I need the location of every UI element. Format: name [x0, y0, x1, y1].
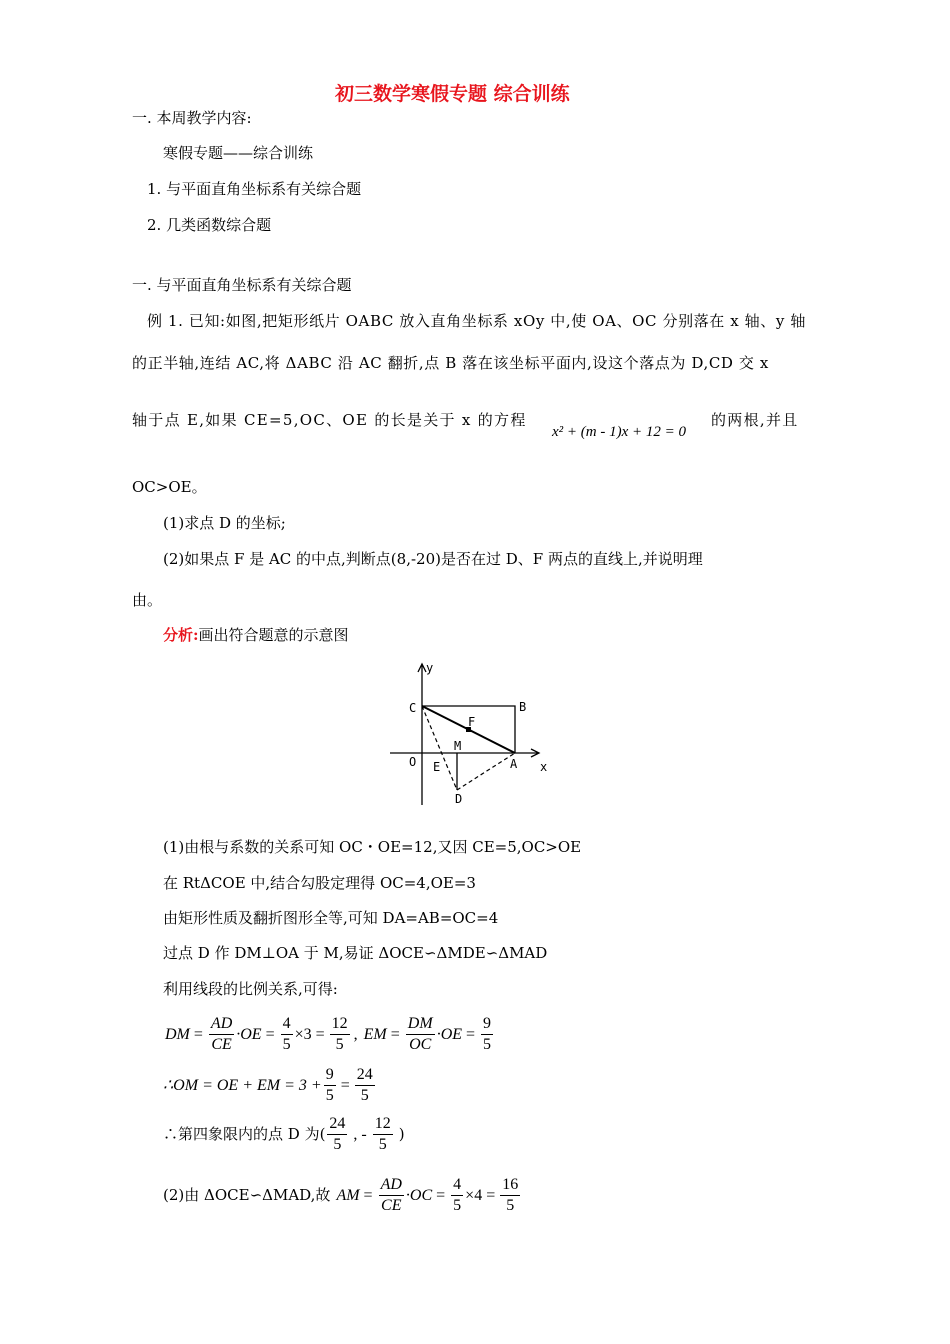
solution-line-5: 利用线段的比例关系,可得: — [163, 980, 338, 998]
solution-line-2: 在 RtΔCOE 中,结合勾股定理得 OC=4,OE=3 — [163, 874, 476, 892]
numerator: DM — [406, 1016, 435, 1035]
formula-text: DM — [165, 1025, 190, 1043]
analysis-label: 分析: — [163, 626, 199, 644]
numerator: 4 — [451, 1177, 463, 1196]
fraction — [451, 1177, 463, 1214]
fraction — [355, 1067, 375, 1104]
result-text: ∴第四象限内的点 D 为( — [163, 1125, 326, 1143]
denominator: 5 — [378, 1136, 387, 1153]
formula-text: , — [353, 1025, 358, 1043]
list-item: 2. 几类函数综合题 — [147, 216, 272, 234]
fraction — [324, 1067, 336, 1104]
numerator: AD — [379, 1177, 404, 1196]
denominator: CE — [381, 1197, 402, 1214]
label-m: M — [454, 739, 462, 753]
list-item: 1. 与平面直角坐标系有关综合题 — [147, 180, 362, 198]
numerator: 9 — [324, 1067, 336, 1086]
formula-text: ·OC — [405, 1186, 433, 1204]
formula-text: = — [466, 1025, 476, 1043]
label-a: A — [510, 757, 518, 771]
equation: x² + (m - 1)x + 12 = 0 — [552, 424, 686, 440]
fraction — [373, 1116, 393, 1153]
segment-da — [457, 753, 515, 790]
topic: 寒假专题——综合训练 — [163, 144, 314, 162]
denominator: 5 — [453, 1197, 462, 1214]
label-f: F — [468, 715, 476, 729]
denominator: 5 — [333, 1136, 342, 1153]
numerator: 16 — [500, 1177, 520, 1196]
fraction — [481, 1016, 493, 1053]
numerator: 12 — [373, 1116, 393, 1135]
question-1: (1)求点 D 的坐标; — [163, 514, 286, 532]
formula-text: = — [340, 1076, 350, 1094]
analysis-text: 画出符合题意的示意图 — [198, 626, 349, 644]
formula-text: = — [390, 1025, 400, 1043]
fraction — [209, 1016, 234, 1053]
formula-dm-em — [165, 1016, 495, 1053]
label-d: D — [455, 792, 463, 806]
label-y: y — [426, 661, 434, 675]
example-line-3b: 的两根,并且 — [711, 411, 799, 429]
numerator: 9 — [481, 1016, 493, 1035]
formula-om — [163, 1067, 377, 1104]
point-d-result — [163, 1116, 405, 1153]
label-o: O — [409, 755, 417, 769]
denominator: 5 — [483, 1036, 492, 1053]
denominator: 5 — [506, 1197, 515, 1214]
formula-text: ×4 = — [465, 1186, 496, 1204]
solution-line-1: (1)由根与系数的关系可知 OC・OE=12,又因 CE=5,OC>OE — [163, 838, 582, 856]
denominator: 5 — [325, 1087, 334, 1104]
fraction — [327, 1116, 347, 1153]
numerator: AD — [209, 1016, 234, 1035]
label-e: E — [433, 760, 441, 774]
coordinate-figure — [385, 660, 560, 810]
question-2a: (2)如果点 F 是 AC 的中点,判断点(8,-20)是否在过 D、F 两点的直线上,并说明理 — [163, 550, 703, 568]
label-c: C — [409, 701, 417, 715]
formula-text: = — [193, 1025, 203, 1043]
denominator: 5 — [360, 1087, 369, 1104]
denominator: 5 — [335, 1036, 344, 1053]
example-line-2: 的正半轴,连结 AC,将 ΔABC 沿 AC 翻折,点 B 落在该坐标平面内,设这个落点为 D,CD 交 x — [132, 354, 769, 372]
formula-text: AM — [336, 1186, 360, 1204]
solution-part-2 — [163, 1177, 522, 1214]
solution-line-4: 过点 D 作 DM⊥OA 于 M,易证 ΔOCE∽ΔMDE∽ΔMAD — [163, 944, 548, 962]
numerator: 24 — [355, 1067, 375, 1086]
fraction — [500, 1177, 520, 1214]
numerator: 4 — [281, 1016, 293, 1035]
result-text: , - — [353, 1125, 367, 1143]
formula-text: EM — [363, 1025, 387, 1043]
example-line-4: OC>OE。 — [132, 478, 207, 496]
section1-heading: 一. 本周教学内容: — [132, 109, 252, 127]
section2-heading: 一. 与平面直角坐标系有关综合题 — [132, 276, 352, 294]
formula-text: ×3 = — [294, 1025, 325, 1043]
result-text: ) — [398, 1125, 405, 1143]
fraction — [406, 1016, 435, 1053]
formula-text: = — [363, 1186, 373, 1204]
denominator: OC — [409, 1036, 432, 1053]
formula-text: ∴OM = OE + EM = 3 + — [163, 1076, 322, 1094]
example-line-1: 例 1. 已知:如图,把矩形纸片 OABC 放入直角坐标系 xOy 中,使 OA、OC 分别落在 x 轴、y 轴 — [147, 312, 806, 330]
formula-text: ·OE — [236, 1025, 262, 1043]
denominator: 5 — [282, 1036, 291, 1053]
label-b: B — [519, 700, 527, 714]
numerator: 12 — [330, 1016, 350, 1035]
solution-line-3: 由矩形性质及翻折图形全等,可知 DA=AB=OC=4 — [163, 909, 499, 927]
formula-text: = — [436, 1186, 446, 1204]
formula-text: = — [265, 1025, 275, 1043]
analysis — [163, 628, 349, 643]
denominator: CE — [211, 1036, 232, 1053]
fraction — [379, 1177, 404, 1214]
label-x: x — [540, 760, 548, 774]
page-title: 初三数学寒假专题 综合训练 — [335, 83, 570, 105]
fraction — [281, 1016, 293, 1053]
numerator: 24 — [327, 1116, 347, 1135]
question-2b: 由。 — [132, 591, 163, 609]
segment-cd — [422, 706, 457, 790]
example-line-3a: 轴于点 E,如果 CE=5,OC、OE 的长是关于 x 的方程 — [132, 411, 527, 429]
solution-text: (2)由 ΔOCE∽ΔMAD,故 — [163, 1186, 331, 1204]
formula-text: ·OE — [436, 1025, 463, 1043]
fraction — [330, 1016, 350, 1053]
